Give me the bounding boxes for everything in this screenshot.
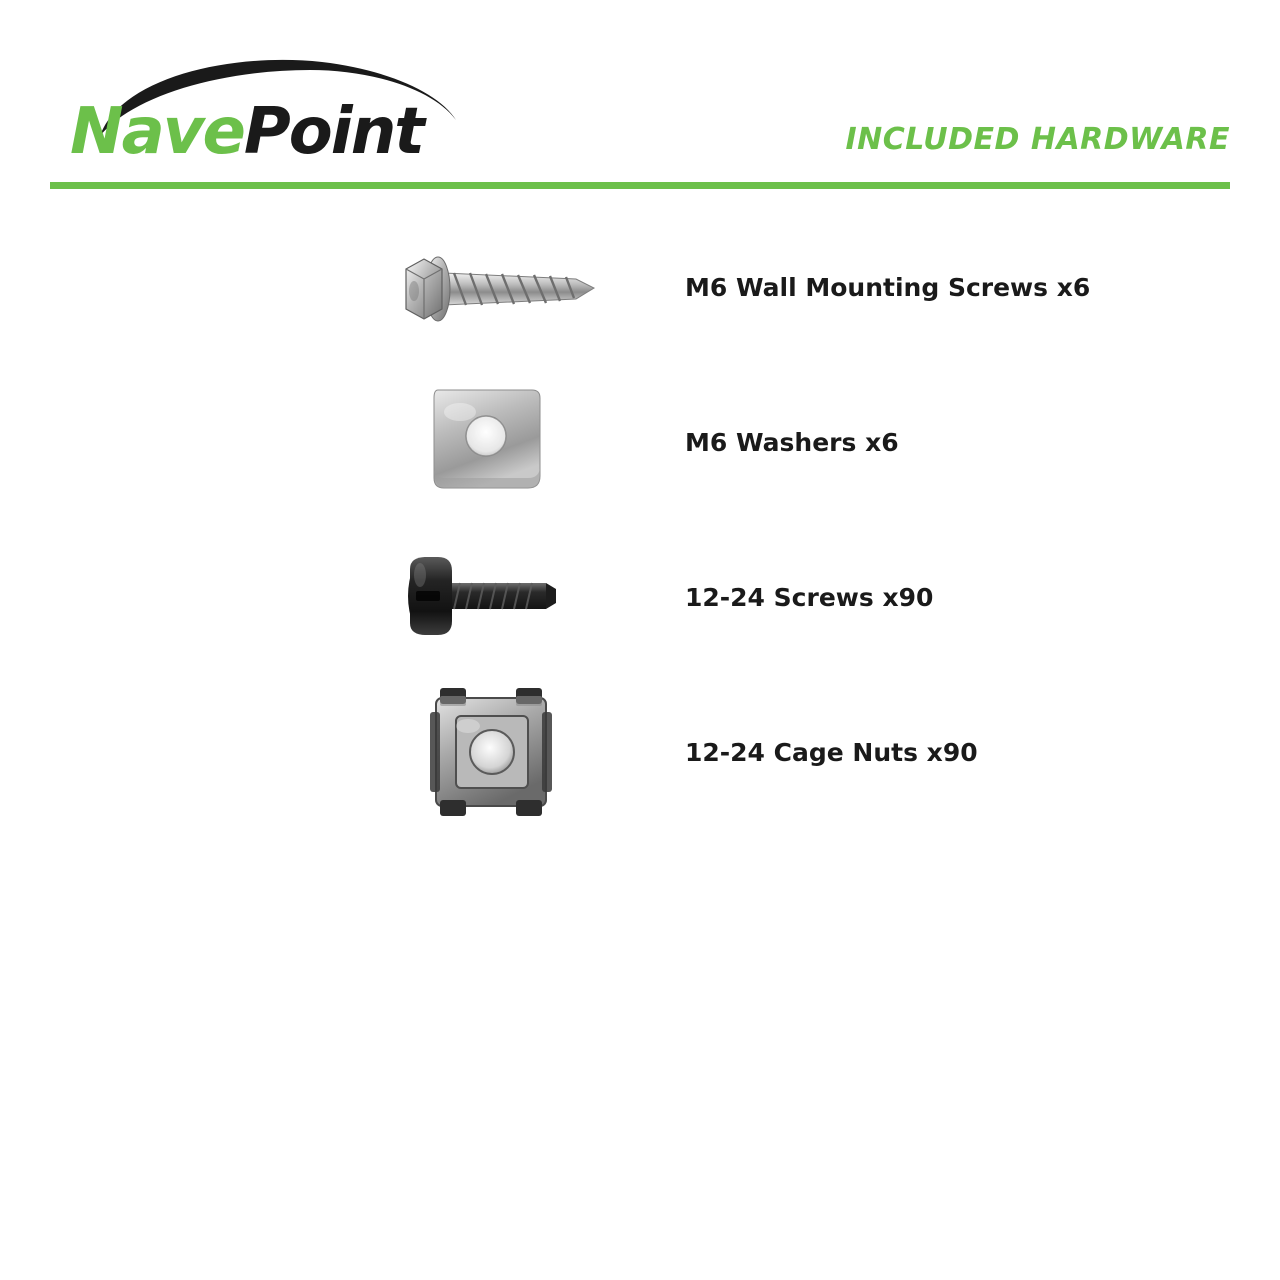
list-item bbox=[380, 365, 1230, 520]
list-item bbox=[380, 210, 1230, 365]
navepoint-logo bbox=[60, 48, 480, 178]
hardware-list bbox=[380, 210, 1230, 830]
list-item-label: M6 Wall Mounting Screws x6 bbox=[685, 273, 1091, 302]
header-divider bbox=[50, 182, 1230, 189]
black-pan-head-screw-icon bbox=[380, 523, 660, 673]
flat-washer-icon bbox=[380, 368, 660, 518]
list-item-label: M6 Washers x6 bbox=[685, 428, 899, 457]
page-header bbox=[50, 30, 1230, 180]
page-title: INCLUDED HARDWARE bbox=[845, 122, 1230, 157]
list-item-label: 12-24 Cage Nuts x90 bbox=[685, 738, 978, 767]
cage-nut-icon bbox=[380, 678, 660, 828]
hex-head-wall-screw-icon bbox=[380, 213, 660, 363]
list-item bbox=[380, 520, 1230, 675]
list-item-label: 12-24 Screws x90 bbox=[685, 583, 934, 612]
logo-wordmark-nave: Nave bbox=[70, 95, 244, 169]
logo-wordmark bbox=[70, 95, 423, 169]
list-item bbox=[380, 675, 1230, 830]
logo-wordmark-point: Point bbox=[243, 95, 423, 169]
